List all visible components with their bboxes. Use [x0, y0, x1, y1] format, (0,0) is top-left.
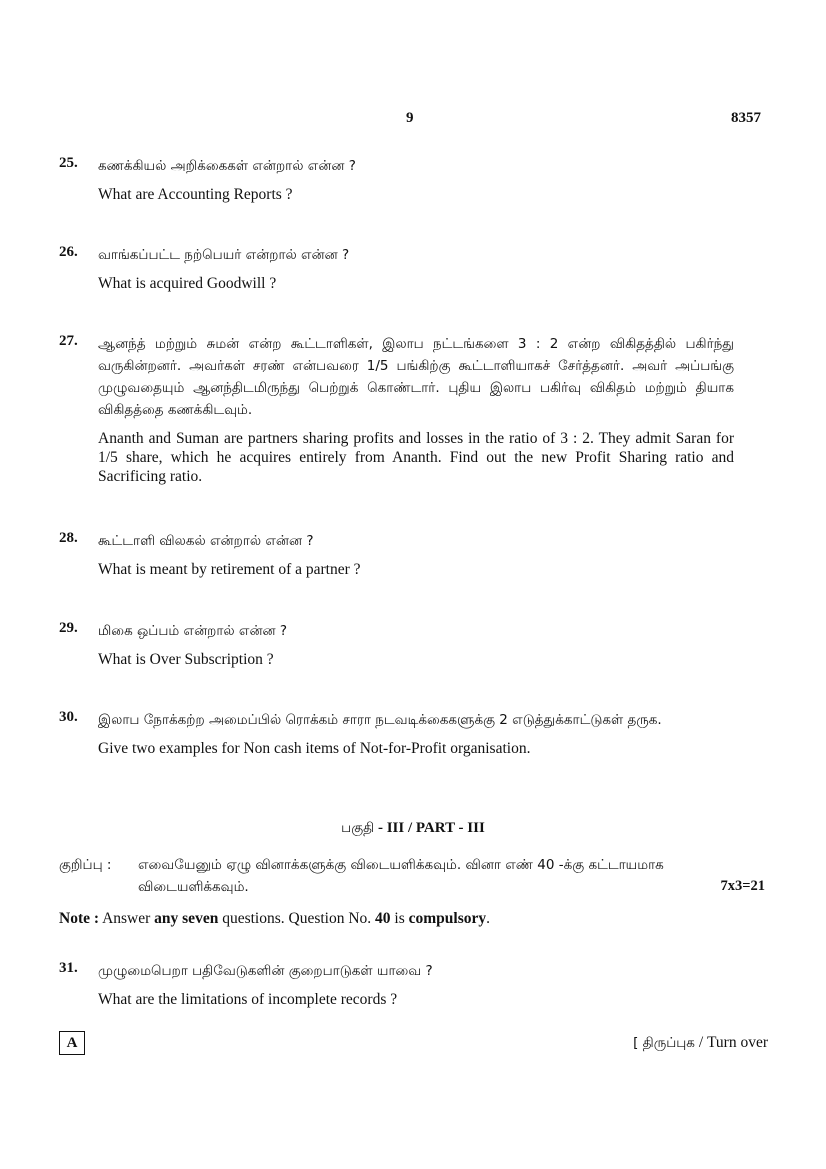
question-number: 30. — [59, 709, 78, 725]
question-26 — [59, 244, 734, 293]
marks-allocation: 7x3=21 — [720, 878, 765, 894]
question-english: What are Accounting Reports ? — [98, 186, 293, 203]
question-tamil: முழுமைபெறா பதிவேடுகளின் குறைபாடுகள் யாவை ? — [98, 963, 433, 979]
question-tamil: மிகை ஒப்பம் என்றால் என்ன ? — [98, 623, 288, 639]
question-31 — [59, 960, 734, 1009]
note-bold-2: 40 — [375, 910, 391, 927]
instruction-note — [59, 910, 490, 928]
note-label: Note : — [59, 910, 100, 927]
question-english: Give two examples for Non cash items of Not-for-Profit organisation. — [98, 740, 531, 757]
page-number: 9 — [406, 110, 414, 126]
question-tamil: கூட்டாளி விலகல் என்றால் என்ன ? — [98, 533, 314, 549]
question-tamil: வாங்கப்பட்ட நற்பெயர் என்றால் என்ன ? — [98, 247, 350, 263]
question-english: What is meant by retirement of a partner ? — [98, 561, 361, 578]
question-english: What are the limitations of incomplete records ? — [98, 991, 398, 1008]
instruction-label: குறிப்பு : — [59, 857, 112, 873]
question-english: Ananth and Suman are partners sharing profits and losses in the ratio of 3 : 2. They admit Saran for 1/5 share, which he acquires entirely from Ananth. Find out the new Profit Sharing ratio and Sacrificing ratio. — [98, 430, 734, 485]
question-number: 27. — [59, 333, 78, 349]
part-heading-tamil: பகுதி — [341, 820, 375, 836]
note-text-3: is — [390, 910, 409, 927]
instruction-text: எவையேனும் ஏழு வினாக்களுக்கு விடையளிக்கவும். வினா எண் 40 -க்கு கட்டாயமாக விடையளிக்கவும். — [138, 857, 664, 895]
note-text-4: . — [486, 910, 491, 927]
instruction-tamil — [59, 854, 765, 898]
question-25 — [59, 155, 734, 204]
part-heading — [0, 820, 826, 838]
version-box: A — [59, 1031, 85, 1055]
note-text-2: questions. Question No. — [218, 910, 376, 927]
turn-over-english: / Turn over — [694, 1034, 768, 1051]
question-number: 26. — [59, 244, 78, 260]
question-27 — [59, 333, 734, 486]
question-number: 29. — [59, 620, 78, 636]
paper-code: 8357 — [731, 110, 761, 126]
question-tamil: இலாப நோக்கற்ற அமைப்பில் ரொக்கம் சாரா நடவடிக்கைகளுக்கு 2 எடுத்துக்காட்டுகள் தருக. — [98, 712, 662, 728]
question-tamil: கணக்கியல் அறிக்கைகள் என்றால் என்ன ? — [98, 158, 356, 174]
question-30 — [59, 709, 734, 758]
question-28 — [59, 530, 734, 579]
turn-over-note — [633, 1034, 768, 1053]
question-29 — [59, 620, 734, 669]
note-bold-1: any seven — [154, 910, 219, 927]
question-english: What is Over Subscription ? — [98, 651, 274, 668]
part-heading-label: - III / PART - III — [374, 820, 485, 836]
question-number: 31. — [59, 960, 78, 976]
turn-over-tamil: [ திருப்புக — [633, 1035, 695, 1051]
question-tamil: ஆனந்த் மற்றும் சுமன் என்ற கூட்டாளிகள், இலாப நட்டங்களை 3 : 2 என்ற விகிதத்தில் பகிர்ந்து வருகின்றனர். அவர்கள் சரண் என்பவரை 1/5 பங்கிற்கு கூட்டாளியாகச் சேர்த்தனர். அவர் அப்பங்கு முழுவதையும் ஆனந்திடமிருந்து பெற்றுக் கொண்டார். புதிய இலாப பகிர்வு விகிதம் மற்றும் தியாக விகிதத்தை கணக்கிடவும். — [98, 336, 734, 418]
question-number: 28. — [59, 530, 78, 546]
question-number: 25. — [59, 155, 78, 171]
note-text-1: Answer — [102, 910, 155, 927]
question-english: What is acquired Goodwill ? — [98, 275, 277, 292]
note-bold-3: compulsory — [408, 910, 487, 927]
